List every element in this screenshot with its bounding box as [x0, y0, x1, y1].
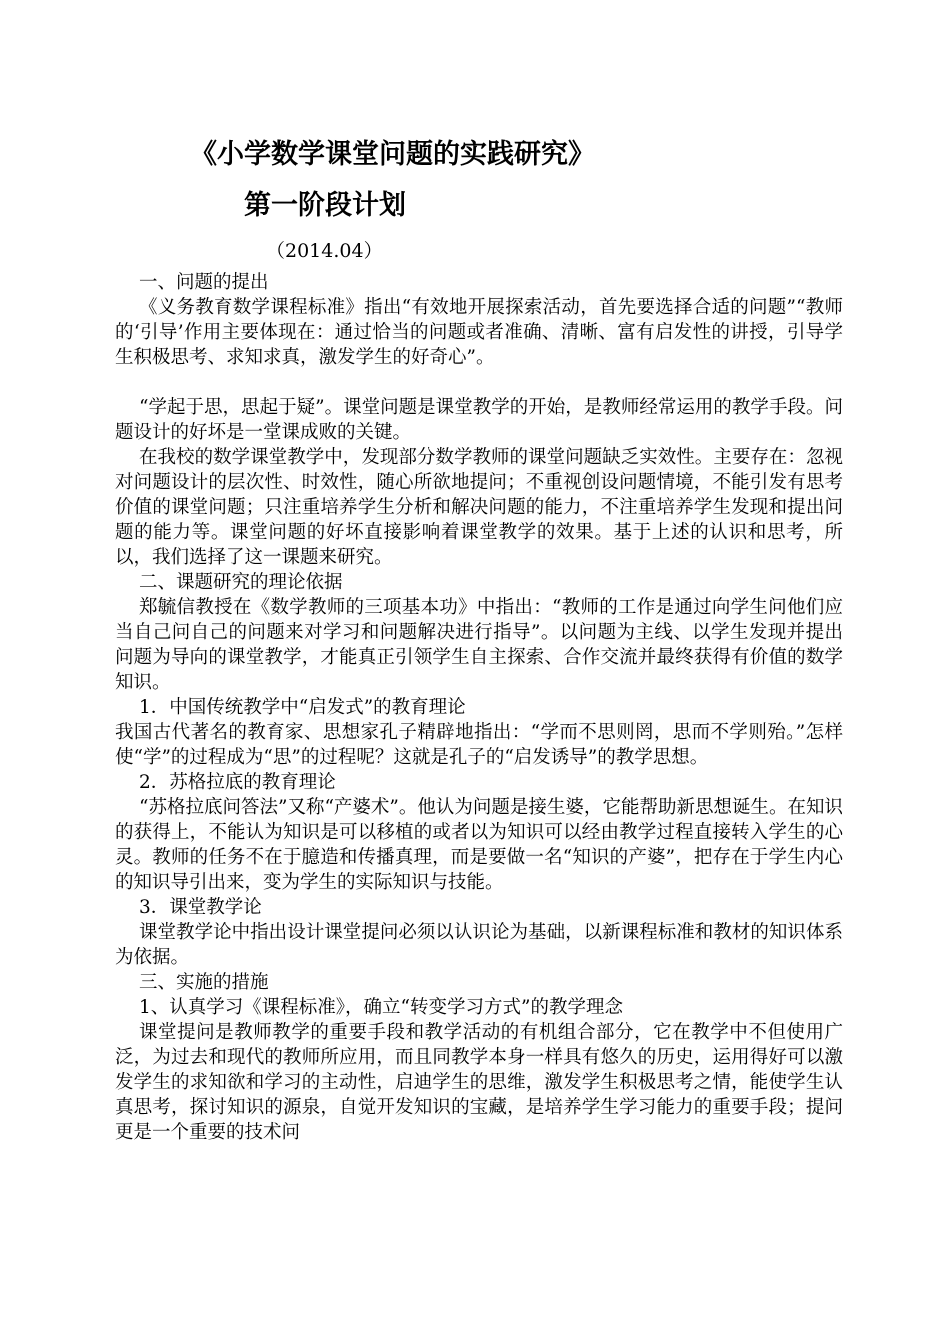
paragraph: 郑毓信教授在《数学教师的三项基本功》中指出：“教师的工作是通过向学生问他们应当自己问自己的问题来对学习和问题解决进行指导”。以问题为主线、以学生发现并提出问题为导向的课堂教学，才能真正引领学生自主探索、合作交流并最终获得有价值的数学知识。: [115, 597, 843, 693]
paragraph: 课堂教学论中指出设计课堂提问必须以认识论为基础，以新课程标准和教材的知识体系为依据。: [115, 922, 843, 968]
paragraph: 课堂提问是教师教学的重要手段和教学活动的有机组合部分，它在教学中不但使用广泛，为过去和现代的教师所应用，而且同教学本身一样具有悠久的历史，运用得好可以激发学生的求知欲和学习的主动性，启迪学生的思维，激发学生积极思考之情，能使学生认真思考，探讨知识的源泉，自觉开发知识的宝藏，是培养学生学习能力的重要手段；提问更是一个重要的技术问: [115, 1022, 843, 1143]
subsection-heading: 2．苏格拉底的教育理论: [139, 772, 336, 793]
section-heading-3: 三、实施的措施: [139, 972, 269, 993]
paragraph: “苏格拉底问答法”又称“产婆术”。他认为问题是接生婆，它能帮助新思想诞生。在知识的获得上，不能认为知识是可以移植的或者以为知识可以经由教学过程直接转入学生的心灵。教师的任务不在于臆造和传播真理，而是要做一名“知识的产婆”，把存在于学生内心的知识导引出来，变为学生的实际知识与技能。: [115, 797, 843, 893]
section-heading-2: 二、课题研究的理论依据: [139, 572, 343, 593]
subsection-heading: 1．中国传统教学中“启发式”的教育理论: [139, 697, 466, 718]
subsection-heading: 1、认真学习《课程标准》，确立“转变学习方式”的教学理念: [139, 997, 623, 1018]
section-heading-1: 一、问题的提出: [139, 272, 269, 293]
paragraph: 《义务教育数学课程标准》指出“有效地开展探索活动，首先要选择合适的问题”“教师的‘引导’作用主要体现在：通过恰当的问题或者准确、清晰、富有启发性的讲授，引导学生积极思考、求知求真，激发学生的好奇心”。: [115, 297, 843, 368]
paragraph: 在我校的数学课堂教学中，发现部分数学教师的课堂问题缺乏实效性。主要存在：忽视对问题设计的层次性、时效性，随心所欲地提问；不重视创设问题情境，不能引发有思考价值的课堂问题；只注重培养学生分析和解决问题的能力，不注重培养学生发现和提出问题的能力等。课堂问题的好坏直接影响着课堂教学的效果。基于上述的认识和思考，所以，我们选择了这一课题来研究。: [115, 447, 843, 568]
document-subtitle: 第一阶段计划: [244, 190, 406, 221]
subsection-heading: 3．课堂教学论: [139, 897, 262, 918]
paragraph: “学起于思，思起于疑”。课堂问题是课堂教学的开始，是教师经常运用的教学手段。问题设计的好坏是一堂课成败的关键。: [115, 397, 843, 443]
document-date: （2014.04）: [266, 240, 383, 262]
paragraph: 我国古代著名的教育家、思想家孔子精辟地指出：“学而不思则罔，思而不学则殆。”怎样使“学”的过程成为“思”的过程呢？这就是孔子的“启发诱导”的教学思想。: [115, 722, 843, 768]
document-title: 《小学数学课堂问题的实践研究》: [190, 139, 595, 170]
document-body: [115, 270, 843, 1145]
